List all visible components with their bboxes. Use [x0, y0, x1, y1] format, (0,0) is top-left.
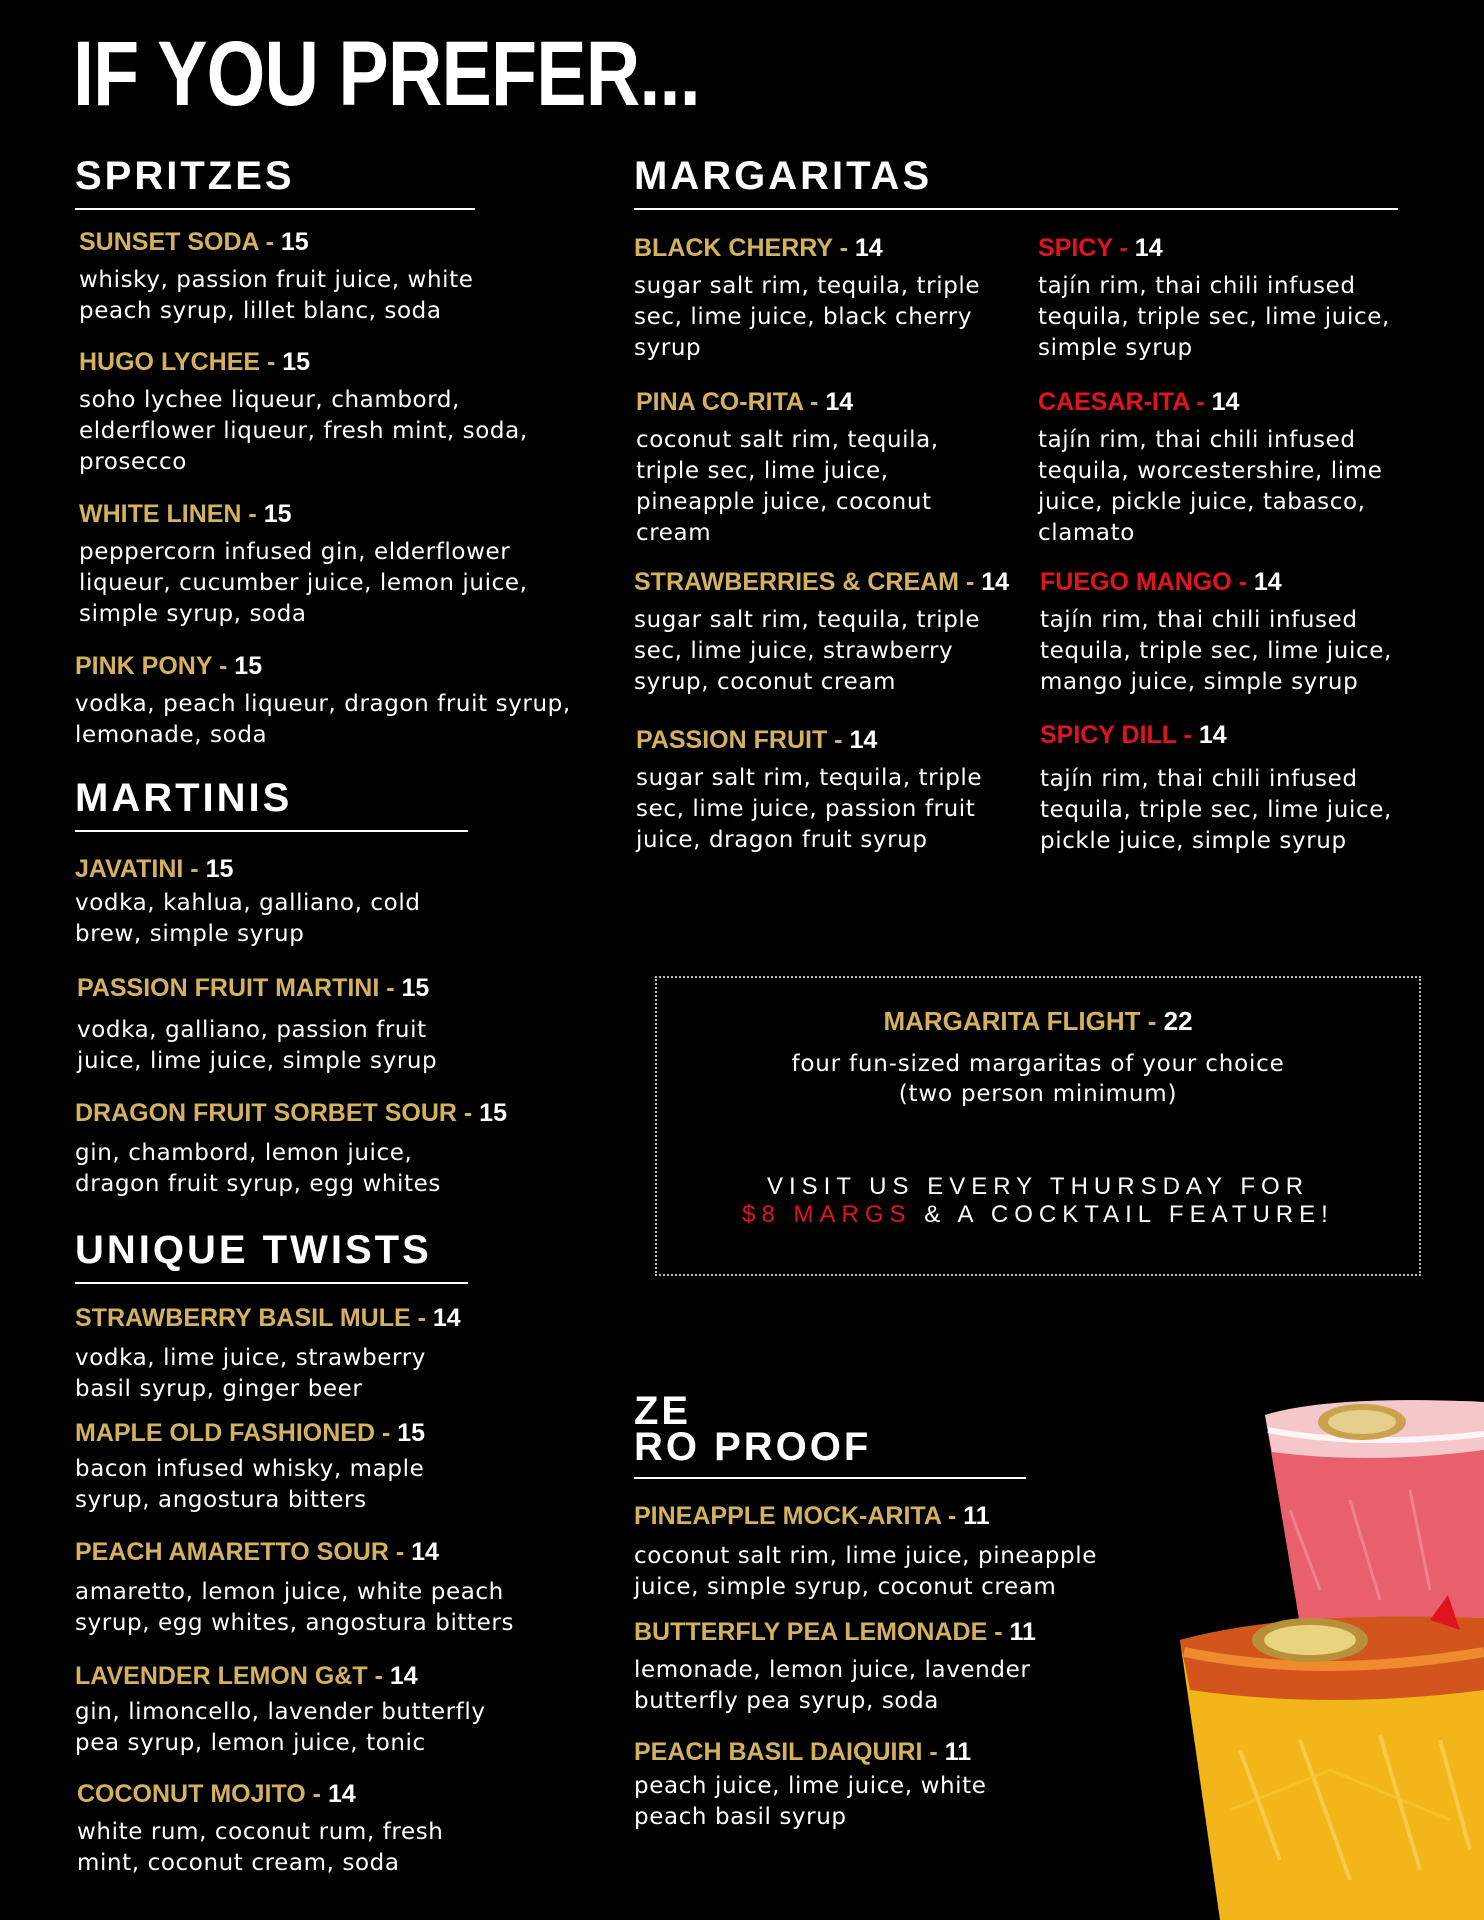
menu-item	[79, 227, 579, 327]
menu-item	[1038, 387, 1418, 549]
item-description: sugar salt rim, tequila, triple sec, lime juice, black cherry syrup	[634, 273, 981, 361]
item-price: 14	[432, 1304, 461, 1332]
item-price: 15	[479, 1099, 507, 1127]
item-description: tajín rim, thai chili infused tequila, worcestershire, lime juice, pickle juice, tabasco, clamato	[1038, 427, 1383, 546]
item-description: whisky, passion fruit juice, white peach syrup, lillet blanc, soda	[79, 267, 474, 324]
item-name: JAVATINI -	[75, 855, 199, 883]
item-price: 15	[205, 855, 234, 883]
item-name: HUGO LYCHEE -	[79, 348, 276, 376]
item-price: 14	[981, 568, 1010, 596]
menu-item	[634, 567, 1034, 698]
item-price: 14	[1211, 388, 1240, 416]
item-description: vodka, peach liqueur, dragon fruit syrup, lemonade, soda	[75, 691, 571, 748]
item-name: PINA CO-RITA -	[636, 388, 819, 416]
menu-item	[75, 651, 595, 751]
item-price: 15	[282, 348, 311, 376]
menu-item	[636, 387, 1016, 549]
item-name: PINEAPPLE MOCK-ARITA -	[634, 1502, 957, 1530]
item-description: soho lychee liqueur, chambord, elderflower liqueur, fresh mint, soda, prosecco	[79, 387, 528, 475]
menu-item	[634, 233, 1014, 364]
item-price: 14	[825, 388, 854, 416]
item-description: peppercorn infused gin, elderflower liqueur, cucumber juice, lemon juice, simple syrup, soda	[79, 539, 528, 627]
item-name: STRAWBERRY BASIL MULE -	[75, 1304, 426, 1332]
item-description: gin, chambord, lemon juice, dragon fruit syrup, egg whites	[75, 1140, 441, 1197]
item-description: vodka, lime juice, strawberry basil syrup, ginger beer	[75, 1345, 426, 1402]
item-description: coconut salt rim, lime juice, pineapple juice, simple syrup, coconut cream	[634, 1543, 1097, 1600]
item-description: coconut salt rim, tequila, triple sec, lime juice, pineapple juice, coconut cream	[636, 427, 939, 546]
menu-item	[75, 1098, 595, 1200]
item-name: PASSION FRUIT MARTINI -	[77, 974, 395, 1002]
menu-item	[75, 854, 575, 950]
item-description: bacon infused whisky, maple syrup, angostura bitters	[75, 1456, 425, 1513]
flight-description: four fun-sized margaritas of your choice	[791, 1051, 1285, 1077]
menu-item	[77, 973, 577, 1077]
thursday-promo: VISIT US EVERY THURSDAY FOR	[766, 1173, 1310, 1200]
item-price: 14	[849, 726, 878, 754]
menu-item	[1038, 233, 1418, 364]
item-description: white rum, coconut rum, fresh mint, coconut cream, soda	[77, 1819, 444, 1876]
menu-item	[79, 499, 579, 630]
item-name: PINK PONY -	[75, 652, 228, 680]
section-heading-zero-proof: ZE RO PROOF	[634, 1393, 1026, 1479]
section-heading-unique-twists: UNIQUE TWISTS	[75, 1230, 468, 1284]
item-name: DRAGON FRUIT SORBET SOUR -	[75, 1099, 473, 1127]
item-description: sugar salt rim, tequila, triple sec, lime juice, strawberry syrup, coconut cream	[634, 607, 981, 695]
item-name: SUNSET SODA -	[79, 228, 274, 256]
menu-item	[1040, 720, 1420, 857]
item-price: 14	[854, 234, 883, 262]
item-description: lemonade, lemon juice, lavender butterfly pea syrup, soda	[634, 1657, 1031, 1714]
item-name: FUEGO MANGO -	[1040, 568, 1247, 596]
item-price: 14	[389, 1662, 418, 1690]
item-price: 15	[401, 974, 430, 1002]
item-name: CAESAR-ITA -	[1038, 388, 1205, 416]
red-margarita-glass	[1265, 1400, 1484, 1632]
flight-name: MARGARITA FLIGHT -	[883, 1006, 1157, 1036]
item-price: 14	[1198, 721, 1227, 749]
item-name: PASSION FRUIT -	[636, 726, 843, 754]
item-description: peach juice, lime juice, white peach basil syrup	[634, 1773, 987, 1830]
menu-item	[1040, 567, 1420, 698]
item-price: 14	[1253, 568, 1282, 596]
item-price: 14	[327, 1780, 356, 1808]
item-description: tajín rim, thai chili infused tequila, triple sec, lime juice, simple syrup	[1038, 273, 1390, 361]
item-description: vodka, galliano, passion fruit juice, lime juice, simple syrup	[77, 1017, 438, 1074]
section-heading-margaritas: MARGARITAS	[634, 156, 1398, 210]
section-heading-spritzes: SPRITZES	[75, 156, 475, 210]
margarita-flight-box	[655, 976, 1421, 1276]
item-price: 14	[411, 1538, 439, 1566]
item-description: tajín rim, thai chili infused tequila, triple sec, lime juice, pickle juice, simple syrup	[1040, 766, 1392, 854]
item-name: BLACK CHERRY -	[634, 234, 848, 262]
menu-item	[75, 1537, 575, 1639]
item-name: COCONUT MOJITO -	[77, 1780, 321, 1808]
menu-item	[79, 347, 579, 478]
cocktail-image	[1180, 1390, 1484, 1920]
item-name: BUTTERFLY PEA LEMONADE -	[634, 1618, 1003, 1646]
item-description: tajín rim, thai chili infused tequila, triple sec, lime juice, mango juice, simple syrup	[1040, 607, 1392, 695]
menu-item	[636, 725, 1016, 856]
page-title: IF YOU PREFER...	[73, 23, 700, 125]
menu-item	[634, 1617, 1134, 1717]
flight-price: 22	[1163, 1006, 1193, 1036]
item-price: 11	[963, 1502, 990, 1530]
item-description: amaretto, lemon juice, white peach syrup, egg whites, angostura bitters	[75, 1579, 515, 1636]
section-heading-martinis: MARTINIS	[75, 778, 468, 832]
menu-item	[75, 1418, 575, 1516]
item-description: vodka, kahlua, galliano, cold brew, simple syrup	[75, 890, 421, 947]
item-name: MAPLE OLD FASHIONED -	[75, 1419, 391, 1447]
item-price: 15	[397, 1419, 426, 1447]
menu-item	[75, 1303, 575, 1405]
item-name: STRAWBERRIES & CREAM -	[634, 568, 975, 596]
menu-item	[634, 1501, 1134, 1603]
item-description: sugar salt rim, tequila, triple sec, lime juice, passion fruit juice, dragon fruit syrup	[636, 765, 983, 853]
flight-minimum-note: (two person minimum)	[898, 1081, 1178, 1107]
promo-highlight: $8 MARGS	[742, 1201, 912, 1228]
menu-item	[77, 1779, 577, 1879]
item-price: 15	[280, 228, 309, 256]
menu-item	[75, 1661, 575, 1759]
item-price: 11	[1009, 1618, 1036, 1646]
item-name: PEACH AMARETTO SOUR -	[75, 1538, 405, 1566]
item-name: LAVENDER LEMON G&T -	[75, 1662, 383, 1690]
menu-item	[634, 1737, 1134, 1833]
item-name: SPICY -	[1038, 234, 1128, 262]
promo-tail: & A COCKTAIL FEATURE!	[911, 1201, 1334, 1228]
item-price: 11	[944, 1738, 972, 1766]
item-price: 15	[234, 652, 263, 680]
item-description: gin, limoncello, lavender butterfly pea syrup, lemon juice, tonic	[75, 1699, 486, 1756]
item-name: SPICY DILL -	[1040, 721, 1192, 749]
item-price: 15	[263, 500, 292, 528]
item-name: WHITE LINEN -	[79, 500, 257, 528]
item-price: 14	[1134, 234, 1163, 262]
item-name: PEACH BASIL DAIQUIRI -	[634, 1738, 938, 1766]
mango-margarita-glass	[1180, 1595, 1484, 1920]
